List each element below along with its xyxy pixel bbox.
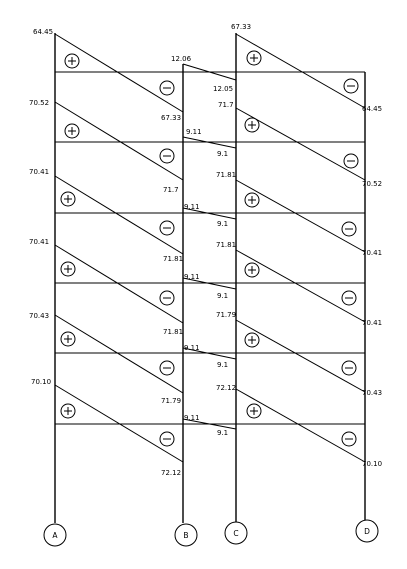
axis-bubble-c: [225, 522, 247, 544]
span-ab-end-value: 71.81: [163, 328, 184, 336]
span-cd-right-value: 70.41: [362, 319, 383, 327]
span-cd-diagonal-3: [236, 180, 365, 252]
span-cd-left-value: 72.12: [216, 384, 237, 392]
span-bc-mid-value: 9.1: [217, 429, 229, 437]
span-ab-left-value: 70.41: [29, 238, 50, 246]
span-bc-mid-value: 9.1: [217, 220, 229, 228]
span-cd-right-value: 64.45: [362, 105, 383, 113]
span-ab-left-value: 70.52: [29, 99, 50, 107]
plus-sign-icon: [61, 404, 75, 418]
plus-sign-icon: [245, 118, 259, 132]
span-bc-top-value: 12.06: [171, 55, 192, 63]
minus-sign-icon: [160, 432, 174, 446]
minus-sign-icon: [160, 291, 174, 305]
axis-label-c: C: [233, 529, 239, 538]
beam-lines: [55, 72, 365, 424]
span-ab-diagonal-1: [55, 34, 183, 112]
plus-sign-icon: [61, 262, 75, 276]
span-bc-mid-value: 9.1: [217, 361, 229, 369]
span-cd-diagonal-5: [236, 320, 365, 392]
span-bc-mid-value: 9.1: [217, 292, 229, 300]
minus-sign-icon: [342, 432, 356, 446]
plus-sign-icon: [61, 332, 75, 346]
span-cd-left-value: 71.81: [216, 241, 237, 249]
span-cd-diagonal-4: [236, 250, 365, 322]
span-ab-diagonal-5: [55, 315, 183, 393]
span-ab-end-value: 71.7: [163, 186, 179, 194]
span-cd-top-value: 67.33: [231, 23, 252, 31]
span-cd-right-value: 70.52: [362, 180, 383, 188]
span-bc-top-value: 12.05: [213, 85, 234, 93]
span-bc-mid-value: 9.11: [184, 344, 200, 352]
axis-bubble-a: [44, 524, 66, 546]
span-cd-right-value: 70.43: [362, 389, 383, 397]
axis-label-d: D: [364, 527, 370, 536]
span-ab-end-value: 72.12: [161, 469, 182, 477]
column-lines: [55, 33, 365, 523]
axis-bubble-b: [175, 524, 197, 546]
span-cd-diagonal-1: [236, 34, 365, 108]
span-ab-end-value: 67.33: [161, 114, 182, 122]
minus-sign-icon: [342, 361, 356, 375]
span-cd-diagonal-6: [236, 389, 365, 462]
span-ab-left-value: 70.10: [31, 378, 52, 386]
minus-sign-icon: [160, 221, 174, 235]
span-ab-end-value: 71.81: [163, 255, 184, 263]
span-bc-mid-value: 9.11: [186, 128, 202, 136]
plus-sign-icon: [247, 51, 261, 65]
plus-sign-icon: [245, 193, 259, 207]
span-ab-left-value: 70.41: [29, 168, 50, 176]
span-cd-left-value: 71.7: [218, 101, 234, 109]
span-ab-labels: [29, 28, 183, 477]
axis-bubble-d: [356, 520, 378, 542]
axis-label-a: A: [52, 531, 58, 540]
plus-sign-icon: [65, 54, 79, 68]
span-cd-diagrams: [236, 34, 365, 462]
minus-sign-icon: [160, 149, 174, 163]
span-ab-end-value: 71.79: [161, 397, 182, 405]
plus-sign-icon: [61, 192, 75, 206]
span-ab-left-value: 70.43: [29, 312, 50, 320]
minus-sign-icon: [160, 361, 174, 375]
span-bc-mid-value: 9.11: [184, 414, 200, 422]
span-bc-mid-value: 9.11: [184, 203, 200, 211]
plus-sign-icon: [247, 404, 261, 418]
span-cd-left-value: 71.79: [216, 311, 237, 319]
span-cd-left-value: 71.81: [216, 171, 237, 179]
span-bc-mid-value: 9.1: [217, 150, 229, 158]
minus-sign-icon: [342, 222, 356, 236]
plus-sign-icon: [245, 263, 259, 277]
minus-sign-icon: [160, 81, 174, 95]
plus-sign-icon: [245, 333, 259, 347]
plus-sign-icon: [65, 124, 79, 138]
axis-labels: [44, 520, 378, 546]
span-cd-right-value: 70.41: [362, 249, 383, 257]
axis-label-b: B: [183, 531, 189, 540]
minus-sign-icon: [344, 154, 358, 168]
span-bc-mid-value: 9.11: [184, 273, 200, 281]
minus-sign-icon: [344, 79, 358, 93]
span-ab-top-value: 64.45: [33, 28, 54, 36]
span-cd-right-value: 70.10: [362, 460, 383, 468]
minus-sign-icon: [342, 291, 356, 305]
